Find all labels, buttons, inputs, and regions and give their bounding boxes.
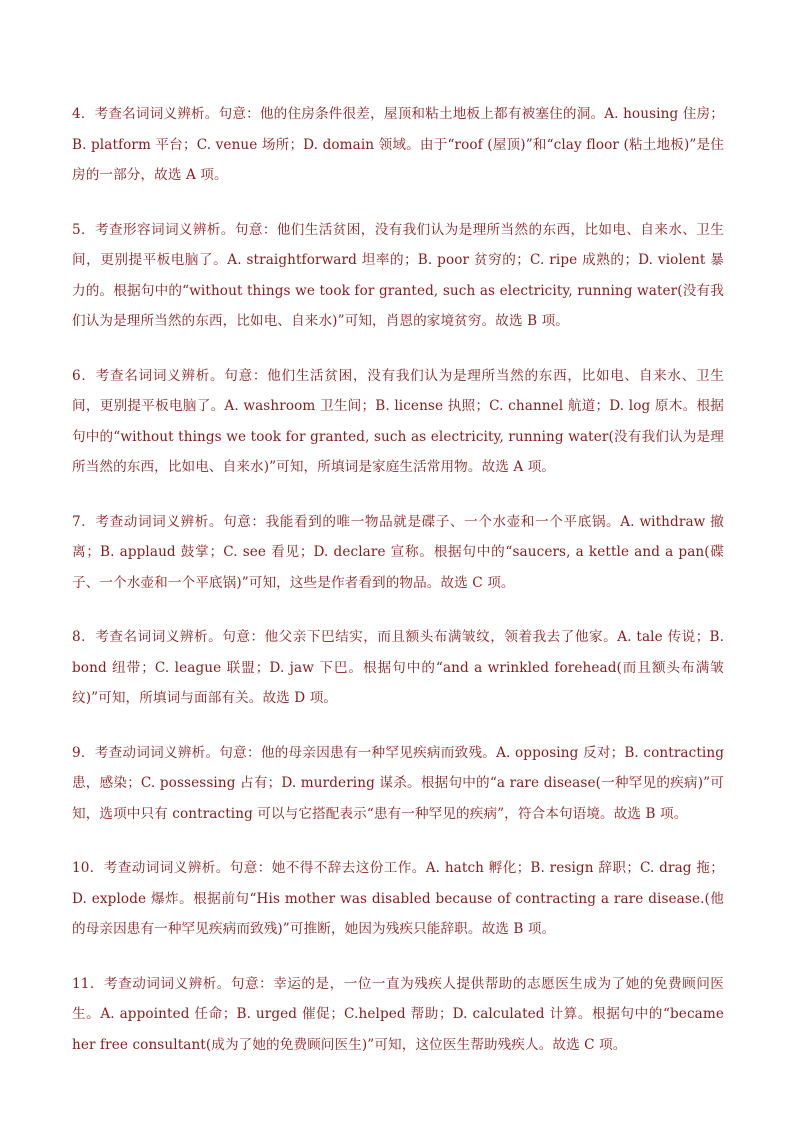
explanation-item-7: 7．考查动词词义辨析。句意：我能看到的唯一物品就是碟子、一个水壶和一个平底锅。A. withdraw 撤离；B. applaud 鼓掌；C. see 看见；D. declare 宣称。根据句中的“saucers, a kettle and a pan(碟子、一个水壶和一个平底锅)”可知，这些是作者看到的物品。故选 C 项。: [72, 513, 724, 591]
explanation-item-9: 9．考查动词词义辨析。句意：他的母亲因患有一种罕见疾病而致残。A. opposing 反对；B. contracting 患，感染；C. possessing 占有；D. murdering 谋杀。根据句中的“a rare disease(一种罕见的疾病)”可知，选项中只有 contracting 可以与它搭配表示“患有一种罕见的疾病”，符合本句语境。故选 B 项。: [72, 744, 724, 822]
explanation-item-8: 8．考查名词词义辨析。句意：他父亲下巴结实，而且额头布满皱纹，领着我去了他家。A. tale 传说；B. bond 纽带；C. league 联盟；D. jaw 下巴。根据句中的“and a wrinkled forehead(而且额头布满皱纹)”可知，所填词与面部有关。故选 D 项。: [72, 629, 724, 706]
explanation-item-4: 4．考查名词词义辨析。句意：他的住房条件很差，屋顶和粘土地板上都有被塞住的洞。A. housing 住房；B. platform 平台；C. venue 场所；D. domain 领域。由于“roof (屋顶)”和“clay floor (粘土地板)”是住房的一部分，故选 A 项。: [72, 106, 724, 183]
explanation-item-11: 11．考查动词词义辨析。句意：幸运的是，一位一直为残疾人提供帮助的志愿医生成为了她的免费顾问医生。A. appointed 任命；B. urged 催促；C.helped 帮助；D. calculated 计算。根据句中的“became her free consultant(成为了她的免费顾问医生)”可知，这位医生帮助残疾人。故选 C 项。: [72, 975, 724, 1053]
explanation-item-6: 6．考查名词词义辨析。句意：他们生活贫困，没有我们认为是理所当然的东西，比如电、自来水、卫生间，更别提平板电脑了。A. washroom 卫生间；B. license 执照；C. channel 航道；D. log 原木。根据句中的“without things we took for granted, such as electricity, running water(没有我们认为是理所当然的东西，比如电、自来水)”可知，所填词是家庭生活常用物。故选 A 项。: [72, 367, 724, 475]
answer-explanations: [72, 99, 724, 1084]
explanation-item-10: 10．考查动词词义辨析。句意：她不得不辞去这份工作。A. hatch 孵化；B. resign 辞职；C. drag 拖；D. explode 爆炸。根据前句“His mother was disabled because of contracting a rare disease.(他的母亲因患有一种罕见疾病而致残)”可推断，她因为残疾只能辞职。故选 B 项。: [72, 860, 724, 937]
explanation-item-5: 5．考查形容词词义辨析。句意：他们生活贫困，没有我们认为是理所当然的东西，比如电、自来水、卫生间，更别提平板电脑了。A. straightforward 坦率的；B. poor 贫穷的；C. ripe 成熟的；D. violent 暴力的。根据句中的“without things we took for granted, such as electricity, running water(没有我们认为是理所当然的东西，比如电、自来水)”可知，肖恩的家境贫穷。故选 B 项。: [72, 221, 724, 329]
